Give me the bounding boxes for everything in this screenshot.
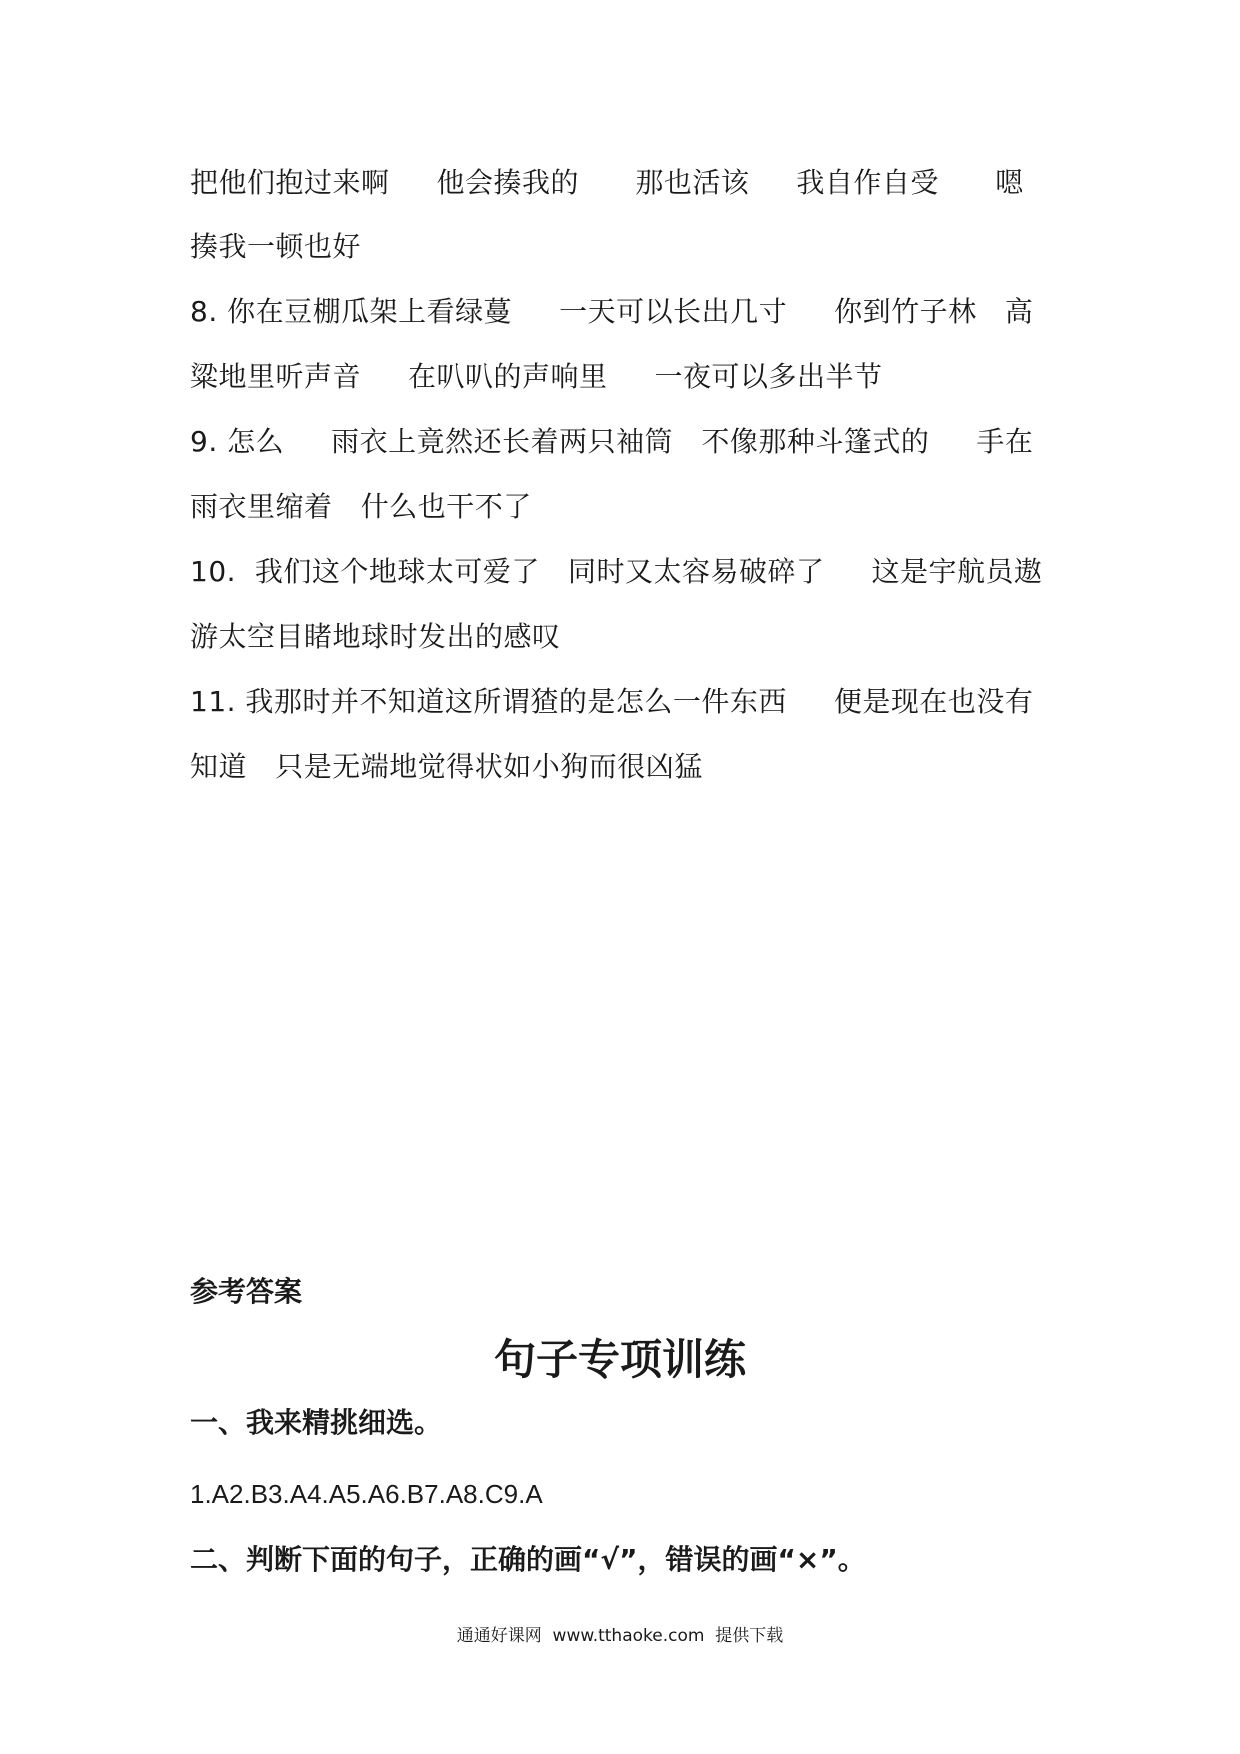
section-heading-1: 一、我来精挑细选。 — [190, 1406, 443, 1439]
answers-line: 1.A2.B3.A4.A5.A6.B7.A8.C9.A — [190, 1479, 543, 1509]
text-line-5: 9. 怎么 雨衣上竟然还长着两只袖筒 不像那种斗篷式的 手在 — [190, 425, 1034, 458]
text-line-4: 粱地里听声音 在叭叭的声响里 一夜可以多出半节 — [190, 360, 883, 393]
text-line-9: 11. 我那时并不知道这所谓猹的是怎么一件东西 便是现在也没有 — [190, 685, 1034, 718]
text-line-1: 把他们抱过来啊 他会揍我的 那也活该 我自作自受 嗯 — [190, 166, 1024, 199]
text-line-7: 10. 我们这个地球太可爱了 同时又太容易破碎了 这是宇航员遨 — [190, 555, 1043, 588]
page-title: 句子专项训练 — [493, 1335, 746, 1384]
text-line-10: 知道 只是无端地觉得状如小狗而很凶猛 — [190, 750, 703, 783]
text-line-2: 揍我一顿也好 — [190, 230, 362, 263]
text-line-6: 雨衣里缩着 什么也干不了 — [190, 490, 532, 523]
section-heading-2: 二、判断下面的句子，正确的画“√”，错误的画“×”。 — [190, 1543, 866, 1576]
page-footer: 通通好课网 www.tthaoke.com 提供下载 — [456, 1626, 784, 1646]
text-line-3: 8. 你在豆棚瓜架上看绿蔓 一天可以长出几寸 你到竹子林 高 — [190, 295, 1034, 328]
text-line-8: 游太空目睹地球时发出的感叹 — [190, 620, 561, 653]
answer-key-label: 参考答案 — [190, 1275, 303, 1308]
